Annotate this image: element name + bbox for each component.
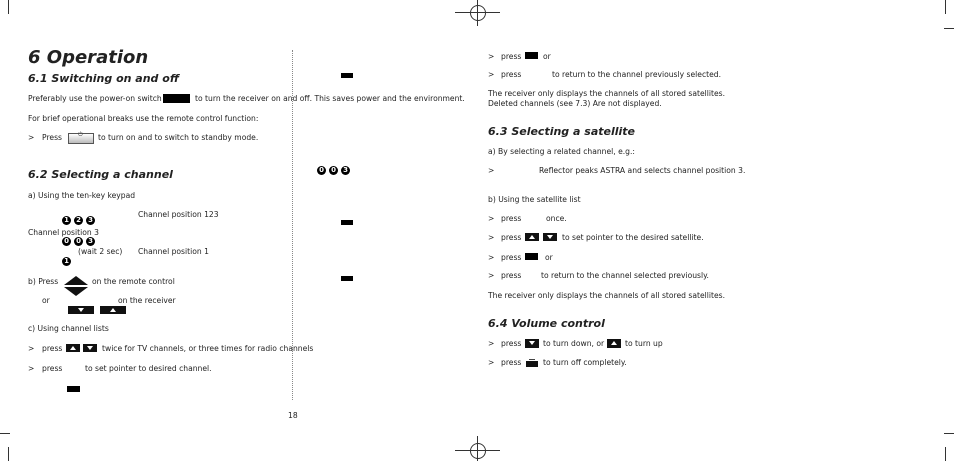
arrow-up-icon xyxy=(529,235,535,239)
digit-key-2: 2 xyxy=(74,216,83,225)
keypad-label: a) Using the ten-key keypad xyxy=(28,191,136,200)
set-pointer-text: to set pointer to desired channel. xyxy=(85,364,212,373)
ok-key xyxy=(525,52,538,59)
press-label: press xyxy=(42,364,63,373)
bullet-arrow: > xyxy=(488,339,495,348)
mute-icon xyxy=(529,355,535,360)
digit-key-3: 3 xyxy=(86,216,95,225)
power-switch-text: Preferably use the power-on switch xyxy=(28,94,162,103)
press-label: press xyxy=(501,214,522,223)
digit-key-0: 0 xyxy=(329,166,338,175)
registration-mark-bottom xyxy=(477,436,478,461)
bullet-arrow: > xyxy=(28,133,35,142)
turn-down-text: to turn down, or xyxy=(543,339,605,348)
key-symbol xyxy=(341,220,353,225)
key-symbol xyxy=(341,276,353,281)
digit-key-0: 0 xyxy=(317,166,326,175)
or-text: or xyxy=(545,253,553,262)
receiver-down-key xyxy=(68,306,94,314)
remote-control-text: on the remote control xyxy=(92,277,175,286)
section-heading-6-4: 6.4 Volume control xyxy=(488,317,605,330)
channel-position-3: Channel position 3 xyxy=(28,228,99,237)
press-label: Press xyxy=(42,133,62,142)
channel-updown-key xyxy=(64,276,88,298)
standby-key xyxy=(68,133,94,144)
ok-key xyxy=(525,253,538,260)
section-heading-6-1: 6.1 Switching on and off xyxy=(28,72,179,85)
ok-key xyxy=(67,386,80,392)
return-channel-text: to return to the channel previously selected. xyxy=(552,70,721,79)
bullet-arrow: > xyxy=(28,364,35,373)
stored-satellites-note: The receiver only displays the channels of all stored satellites. xyxy=(488,89,725,98)
or-text: or xyxy=(543,52,551,61)
press-label-b: b) Press xyxy=(28,277,59,286)
down-key xyxy=(543,233,557,241)
bullet-arrow: > xyxy=(488,214,495,223)
channel-position-123: Channel position 123 xyxy=(138,210,219,219)
deleted-channels-note: Deleted channels (see 7.3) Are not displayed. xyxy=(488,99,662,108)
press-label: press xyxy=(501,271,522,280)
up-key xyxy=(66,344,80,352)
arrow-down-icon xyxy=(78,308,84,312)
or-text: or xyxy=(42,296,50,305)
press-label: press xyxy=(42,344,63,353)
bullet-arrow: > xyxy=(488,358,495,367)
arrow-up-icon xyxy=(611,341,617,345)
volume-down-key xyxy=(525,339,539,348)
bullet-arrow: > xyxy=(488,52,495,61)
digit-key-1: 1 xyxy=(62,216,71,225)
once-text: once. xyxy=(546,214,567,223)
registration-mark-top xyxy=(470,5,486,21)
crop-mark xyxy=(8,0,9,14)
press-label: press xyxy=(501,253,522,262)
press-label: press xyxy=(501,358,522,367)
satellite-list-label: b) Using the satellite list xyxy=(488,195,581,204)
power-icon: ⏻ xyxy=(78,131,83,138)
reflector-text: Reflector peaks ASTRA and selects channel position 3. xyxy=(539,166,746,175)
crop-mark xyxy=(0,433,10,434)
digit-key-1: 1 xyxy=(62,257,71,266)
channel-position-1: Channel position 1 xyxy=(138,247,209,256)
channel-list-text: twice for TV channels, or three times for radio channels xyxy=(102,344,314,353)
standby-text: to turn on and to switch to standby mode. xyxy=(98,133,259,142)
bullet-arrow: > xyxy=(488,166,495,175)
page-number: 18 xyxy=(288,411,298,420)
crop-mark xyxy=(944,433,954,434)
power-switch-key xyxy=(163,94,190,103)
brief-breaks-text: For brief operational breaks use the remote control function: xyxy=(28,114,259,123)
bullet-arrow: > xyxy=(488,271,495,280)
up-key xyxy=(525,233,539,241)
registration-mark-bottom xyxy=(470,443,486,459)
crop-mark xyxy=(944,28,954,29)
page-title: 6 Operation xyxy=(28,47,149,68)
digit-key-3: 3 xyxy=(341,166,350,175)
bullet-arrow: > xyxy=(488,70,495,79)
digit-key-3: 3 xyxy=(86,237,95,246)
press-label: press xyxy=(501,339,522,348)
arrow-down-icon xyxy=(87,346,93,350)
crop-mark xyxy=(945,447,946,461)
return-previous-text: to return to the channel selected previously. xyxy=(541,271,709,280)
volume-up-key xyxy=(607,339,621,348)
arrow-up-icon xyxy=(70,346,76,350)
down-key xyxy=(83,344,97,352)
press-label: press xyxy=(501,233,522,242)
crop-mark xyxy=(8,447,9,461)
arrow-down-icon xyxy=(547,235,553,239)
turn-up-text: to turn up xyxy=(625,339,663,348)
turn-off-text: to turn off completely. xyxy=(543,358,627,367)
wait-text: (wait 2 sec) xyxy=(78,247,123,256)
bullet-arrow: > xyxy=(488,253,495,262)
press-label: press xyxy=(501,70,522,79)
power-switch-text-2: to turn the receiver on and off. This saves power and the environment. xyxy=(195,94,465,103)
arrow-down-icon xyxy=(529,341,535,345)
arrow-up-icon xyxy=(110,308,116,312)
registration-mark-top xyxy=(477,0,478,26)
bullet-arrow: > xyxy=(28,344,35,353)
section-heading-6-3: 6.3 Selecting a satellite xyxy=(488,125,635,138)
crop-mark xyxy=(945,0,946,14)
digit-key-0: 0 xyxy=(74,237,83,246)
receiver-up-key xyxy=(100,306,126,314)
key-symbol xyxy=(341,73,353,78)
channel-lists-label: c) Using channel lists xyxy=(28,324,109,333)
press-label: press xyxy=(501,52,522,61)
bullet-arrow: > xyxy=(488,233,495,242)
digit-key-0: 0 xyxy=(62,237,71,246)
section-heading-6-2: 6.2 Selecting a channel xyxy=(28,168,173,181)
mute-key xyxy=(526,355,538,367)
set-satellite-text: to set pointer to the desired satellite. xyxy=(562,233,704,242)
stored-satellites-note-2: The receiver only displays the channels of all stored satellites. xyxy=(488,291,725,300)
receiver-text: on the receiver xyxy=(118,296,176,305)
related-channel-label: a) By selecting a related channel, e.g.: xyxy=(488,147,635,156)
